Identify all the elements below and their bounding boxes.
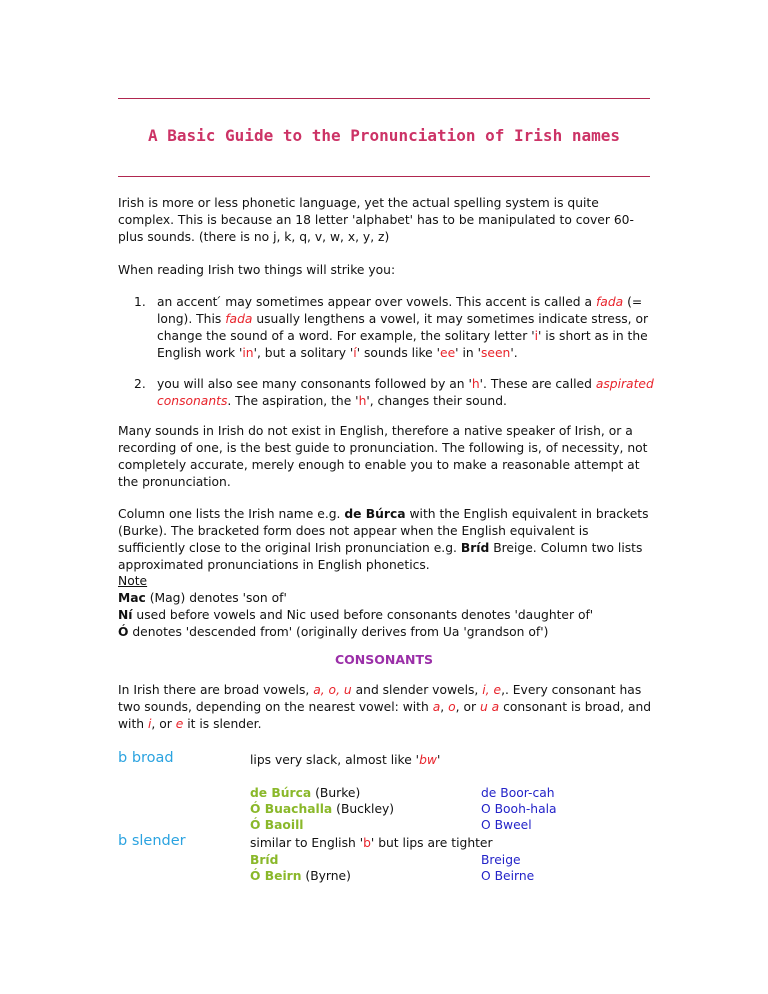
- title-rule: [118, 176, 650, 177]
- top-rule: [118, 98, 650, 99]
- consonants-heading: CONSONANTS: [334, 652, 434, 667]
- pronunciation: O Booh-hala: [481, 802, 557, 816]
- list-item-2: 2. you will also see many consonants followed by an 'h'. These are called aspirated consonants. The aspiration, the 'h', changes their sound.: [134, 377, 654, 408]
- fada-term: fada: [225, 312, 253, 326]
- name-entry: Ó Baoill: [250, 818, 304, 832]
- note-o: Ó denotes 'descended from' (originally derives from Ua 'grandson of'): [118, 625, 549, 639]
- page-title: A Basic Guide to the Pronunciation of Irish names: [147, 126, 620, 145]
- sounds-paragraph: Many sounds in Irish do not exist in English, therefore a native speaker of Irish, or a recording of one, is the best guide to pronunciation. The following is, of necessity, not completely accurate, merely enough to enable you to make a reasonable attempt at the pronunciation.: [118, 424, 648, 489]
- name-entry: de Búrca (Burke): [250, 786, 361, 800]
- note-ni: Ní used before vowels and Nic used before consonants denotes 'daughter of': [118, 608, 594, 622]
- columns-paragraph: Column one lists the Irish name e.g. de Búrca with the English equivalent in brackets (Burke). The bracketed form does not appear when the English equivalent is sufficiently close to the original Irish pronunciation e.g. Bríd Breige. Column two lists approximated pronunciations in English phonetics.: [118, 507, 649, 572]
- intro-paragraph: Irish is more or less phonetic language, yet the actual spelling system is quite complex. This is because an 18 letter 'alphabet' has to be manipulated to cover 60-plus sounds. (there is no j, k, q, v, w, x, y, z): [118, 196, 634, 244]
- b-broad-description: lips very slack, almost like 'bw': [250, 753, 441, 767]
- aspirated-term: aspirated consonants: [157, 377, 654, 408]
- b-broad-label: b broad: [118, 750, 174, 766]
- vowels-paragraph: In Irish there are broad vowels, a, o, u and slender vowels, i, e,. Every consonant has two sounds, depending on the nearest vowel: with a, o, or u a consonant is broad, and with i, or e it is slender.: [118, 683, 652, 731]
- name-entry: Ó Buachalla (Buckley): [250, 802, 395, 816]
- pronunciation: de Boor-cah: [481, 786, 555, 800]
- strike-intro: When reading Irish two things will strike you:: [118, 263, 396, 277]
- fada-term: fada: [595, 295, 624, 309]
- note-block: [118, 573, 658, 641]
- name-entry: Bríd: [250, 853, 279, 867]
- b-slender-description: similar to English 'b' but lips are tighter: [250, 836, 493, 850]
- pronunciation: O Beirne: [481, 869, 535, 883]
- b-slender-label: b slender: [118, 833, 186, 849]
- list-number: 2.: [134, 377, 146, 391]
- pronunciation: O Bweel: [481, 818, 532, 832]
- note-heading: Note: [118, 574, 148, 588]
- pronunciation: Breige: [481, 853, 521, 867]
- list-item-1: 1. an accent ́ may sometimes appear over vowels. This accent is called a fada (= long). This fada usually lengthens a vowel, it may sometimes indicate stress, or change the sound of a word. For example, the solitary letter 'i' is short as in the English work 'in', but a solitary 'í' sounds like 'ee' in 'seen'.: [134, 295, 649, 360]
- name-entry: Ó Beirn (Byrne): [250, 869, 351, 883]
- list-number: 1.: [134, 295, 146, 309]
- note-mac: Mac (Mag) denotes 'son of': [118, 591, 287, 605]
